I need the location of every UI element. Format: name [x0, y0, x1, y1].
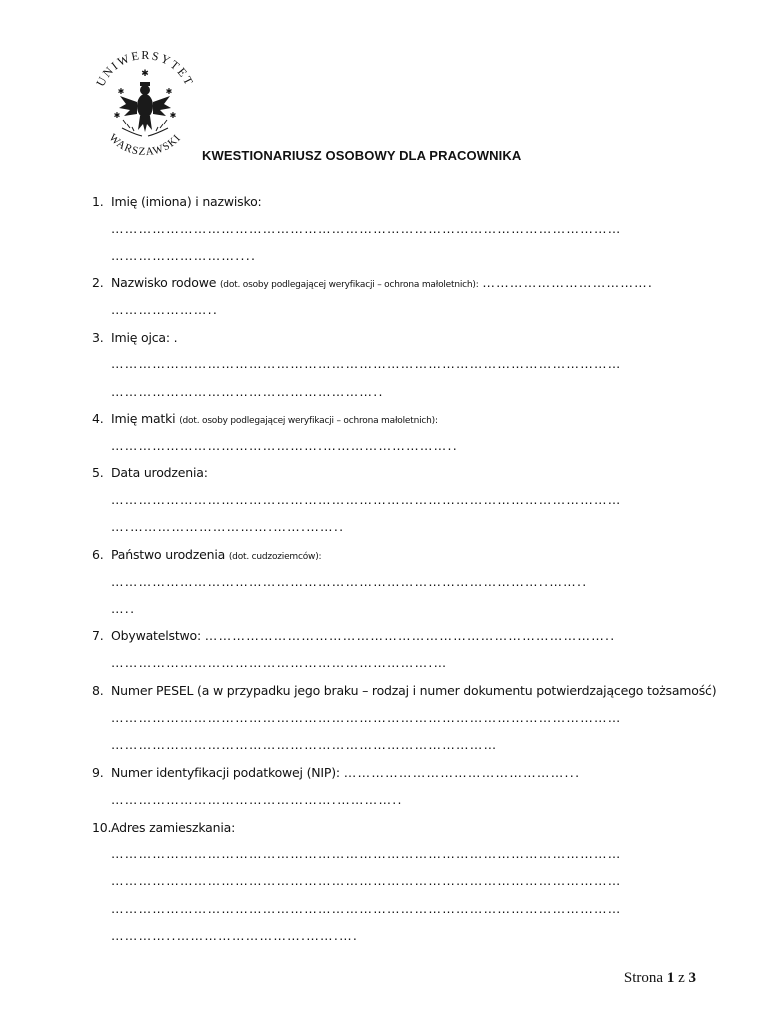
svg-text:✱: ✱ [169, 111, 177, 120]
field-label-birth-country: 6. Państwo urodzenia (dot. cudzoziemców): [92, 547, 322, 562]
svg-text:WARSZAWSKI: WARSZAWSKI [106, 131, 184, 159]
fill-line[interactable]: …………………………………………... [343, 765, 581, 780]
svg-text:✱: ✱ [113, 111, 121, 120]
fill-line[interactable]: ………………………………………………………………………………………………… [111, 710, 622, 725]
fill-line[interactable]: ………………………………. [482, 275, 654, 290]
fill-line[interactable]: ……………………………………….……………………….. [111, 438, 459, 453]
svg-text:✱: ✱ [117, 87, 125, 96]
fill-line[interactable]: …………..……………………….…….…. [111, 928, 359, 943]
fill-line[interactable]: ………………………………………………………………………… [111, 737, 498, 752]
fill-line[interactable]: …………………………………………………………………………….. [204, 628, 616, 643]
university-logo [86, 46, 204, 164]
fill-line[interactable]: ………………………………………………………………………………………………… [111, 356, 622, 371]
field-label-mother-name: 4. Imię matki (dot. osoby podlegającej weryfikacji – ochrona małoletnich): [92, 411, 438, 426]
eagle-emblem-icon [86, 46, 204, 164]
field-label-pesel: 8. Numer PESEL (a w przypadku jego braku – rodzaj i numer dokumentu potwierdzającego tożsamość) [92, 683, 717, 698]
fill-line[interactable]: ….………………………….…….…….. [111, 519, 345, 534]
fill-line[interactable]: …………………………………………………………….… [111, 655, 448, 670]
fill-line[interactable]: ……………………….... [111, 248, 257, 263]
field-label-citizenship: 7. Obywatelstwo: …………………………………………………………………………….. [92, 628, 616, 643]
page-number: Strona 1 z 3 [623, 970, 696, 986]
field-label-birth-date: 5. Data urodzenia: [92, 465, 208, 480]
fill-line[interactable]: ….. [111, 601, 136, 616]
field-label-address: 10.Adres zamieszkania: [92, 820, 236, 835]
fill-line[interactable]: ………………………………………….………….. [111, 792, 403, 807]
fill-line[interactable]: ………………………………………………………………………………………………… [111, 846, 622, 861]
document-title: KWESTIONARIUSZ OSOBOWY DLA PRACOWNIKA [202, 148, 522, 163]
fill-line[interactable]: ………………………………………………………………………………………………… [111, 492, 622, 507]
fill-line[interactable]: ………………………………………………………………………………………………… [111, 901, 622, 916]
fill-line[interactable]: ………………………………………………….. [111, 384, 384, 399]
fill-line[interactable]: ………………………………………………………………………………………………… [111, 873, 622, 888]
svg-text:✱: ✱ [165, 87, 173, 96]
fill-line[interactable]: ………………………………………………………………………………………………… [111, 221, 622, 236]
field-label-father-name: 3. Imię ojca: . [92, 330, 178, 345]
fill-line[interactable]: …………………………………………………………………………………..…….. [111, 574, 588, 589]
svg-text:UNIWERSYTET: UNIWERSYTET [93, 47, 197, 89]
fill-line[interactable]: ………………….. [111, 302, 219, 317]
field-label-family-name: 2. Nazwisko rodowe (dot. osoby podlegającej weryfikacji – ochrona małoletnich): ………………………………. [92, 275, 654, 290]
field-label-name: 1. Imię (imiona) i nazwisko: [92, 194, 262, 209]
svg-text:✱: ✱ [141, 68, 149, 78]
field-label-nip: 9. Numer identyfikacji podatkowej (NIP): …………………………………………... [92, 765, 581, 780]
